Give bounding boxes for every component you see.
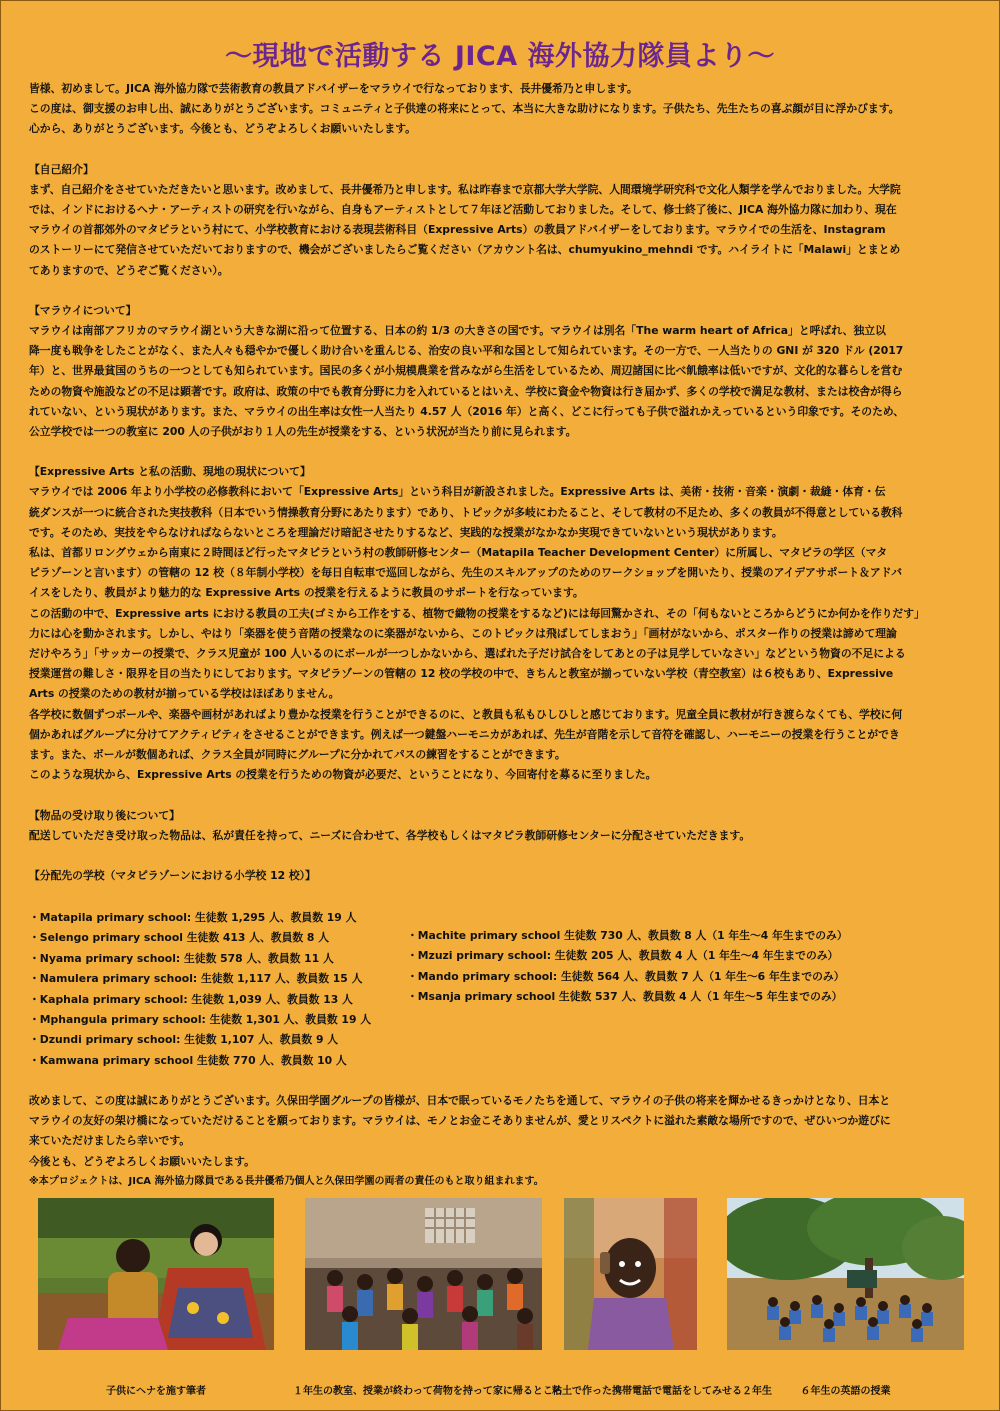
paragraph-line: まず、自己紹介をさせていただきたいと思います。改めまして、長井優希乃と申します。私は昨春まで京都大学大学院、人間環境学研究科で文化人類学を学んでおりました。大学院 bbox=[29, 182, 901, 196]
paragraph-line: 統ダンスが一つに統合された実技教科（日本でいう情操教育分野にあたります）であり、トピックが多岐にわたること、そして教材の不足ため、多くの教員が不得意としている教科 bbox=[29, 505, 903, 519]
section-heading: 【分配先の学校（マタピラゾーンにおける小学校 12 校）】 bbox=[29, 868, 316, 882]
malawi-section bbox=[29, 301, 973, 442]
photo-caption: ６年生の英語の授業 bbox=[800, 1386, 891, 1397]
list-item: ・Mphangula primary school: 生徒数 1,301 人、教員数 19 人 bbox=[29, 1013, 372, 1027]
paragraph-line: 配送していただき受け取った物品は、私が責任を持って、ニーズに合わせて、各学校もしくはマタピラ教師研修センターに分配させていただきます。 bbox=[29, 828, 751, 842]
paragraph-line: のストーリーにて発信させていただいておりますので、機会がございましたらご覧ください（アカウント名は、chumyukino_mehndi です。ハイライトに「Malawi」とまとめ bbox=[29, 243, 901, 257]
paragraph-line: この活動の中で、Expressive arts における教員の工夫(ゴミから工作をする、植物で織物の授業をするなど)には毎回驚かされ、その「何もないところからどうにか何かを作りだす」 bbox=[29, 606, 925, 620]
paragraph-line: 授業運営の難しさ・限界を目の当たりにしております。マタピラゾーンの管轄の 12 校の学校の中で、きちんと教室が揃っていない学校（青空教室）は６校もあり、Expressive bbox=[29, 667, 894, 681]
paragraph-line: ための物資や施設などの不足は顕著です。政府は、政策の中でも教育分野に力を入れているとはいえ、学校に資金や物資は行き届かず、多くの学校で満足な教材、または校舎が得ら bbox=[29, 384, 903, 398]
intro-line: 皆様、初めまして。JICA 海外協力隊で芸術教育の教員アドバイザーをマラウイで行なっております、長井優希乃と申します。 bbox=[29, 82, 638, 95]
paragraph-line: 降一度も戦争をしたことがなく、また人々も穏やかで優しく助け合いを重んじる、治安の良い平和な国として知られています。その一方で、一人当たりの GNI が 320 ドル (2017 bbox=[29, 344, 904, 358]
section-heading: 【マラウイについて】 bbox=[29, 303, 137, 317]
main-content bbox=[29, 79, 973, 886]
list-item: ・Dzundi primary school: 生徒数 1,107 人、教員数 9 人 bbox=[29, 1033, 339, 1047]
paragraph-line: ピラゾーンと言います）の管轄の 12 校（８年制小学校）を毎日自転車で巡回しながら、先生のスキルアップのためのワークショップを開いたり、授業のアイデアサポート＆アドバ bbox=[29, 566, 903, 580]
paragraph-line: 各学校に数個ずつボールや、楽器や画材があればより豊かな授業を行うことができるのに、と教員も私もひしひしと感じております。児童全員に教材が行き渡らなくても、学校に何 bbox=[29, 707, 903, 721]
paragraph-line: 来ていただけましたら幸いです。 bbox=[29, 1134, 191, 1148]
expressive-arts-section bbox=[29, 462, 973, 785]
intro-line: この度は、御支援のお申し出、誠にありがとうございます。コミュニティと子供達の将来にとって、本当に大きな助けになります。子供たち、先生たちの喜ぶ顔が目に浮かびます。 bbox=[29, 102, 900, 116]
paragraph-line: 力には心を動かされます。しかし、やはり「楽器を使う音階の授業なのに楽器がないから、このトピックは飛ばしてしまおう」「画材がないから、ポスター作りの授業は諦めて理論 bbox=[29, 626, 897, 640]
list-item: ・Nyama primary school: 生徒数 578 人、教員数 11 人 bbox=[29, 951, 334, 965]
list-item: ・Mzuzi primary school: 生徒数 205 人、教員数 4 人（1 年生〜4 年生までのみ） bbox=[407, 949, 839, 963]
photo-henna bbox=[38, 1198, 274, 1350]
photo-classroom bbox=[305, 1198, 542, 1350]
section-heading: 【Expressive Arts と私の活動、現地の現状について】 bbox=[29, 465, 311, 479]
paragraph-line: マラウイの首都郊外のマタピラという村にて、小学校教育における表現芸術科目（Expressive Arts）の教員アドバイザーをしております。マラウイでの生活を、Instagram bbox=[29, 223, 886, 237]
paragraph-line: 改めまして、この度は誠にありがとうございます。久保田学園グループの皆様が、日本で眠っているモノたちを通して、マラウイの子供の将来を輝かせるきっかけとなり、日本と bbox=[29, 1094, 891, 1107]
school-list bbox=[29, 908, 973, 1073]
list-item: ・Msanja primary school 生徒数 537 人、教員数 4 人（1 年生〜5 年生までのみ） bbox=[407, 990, 843, 1004]
section-heading: 【物品の受け取り後について】 bbox=[29, 808, 180, 822]
list-item: ・Selengo primary school 生徒数 413 人、教員数 8 人 bbox=[29, 931, 329, 945]
project-note: ※本プロジェクトは、JICA 海外協力隊員である長井優希乃個人と久保田学園の両者の責任のもと取り組まれます。 bbox=[29, 1175, 544, 1187]
intro-section bbox=[29, 79, 973, 140]
paragraph-line: マラウイの友好の架け橋になっていただけることを願っております。マラウイは、モノとお金こそありませんが、愛とリスペクトに溢れた素敵な場所ですので、ぜひいつか遊びに bbox=[29, 1114, 891, 1128]
after-receipt-section bbox=[29, 806, 973, 846]
section-heading: 【自己紹介】 bbox=[29, 162, 94, 176]
paragraph-line: Arts の授業のための教材が揃っている学校はほぼありません。 bbox=[29, 687, 340, 701]
paragraph-line: れていない、という現状があります。また、マラウイの出生率は女性一人当たり 4.57 人（2016 年）と高く、どこに行っても子供で溢れかえっているという印象です。そのため、 bbox=[29, 404, 905, 418]
list-item: ・Kaphala primary school: 生徒数 1,039 人、教員数 13 人 bbox=[29, 992, 353, 1006]
list-item: ・Namulera primary school: 生徒数 1,117 人、教員数 15 人 bbox=[29, 972, 363, 986]
paragraph-line: 個かあればグループに分けてアクティビティをさせることができます。例えば一つ鍵盤ハーモニカがあれば、先生が音階を示して音符を確認し、ハーモニーの授業を行うことができ bbox=[29, 727, 900, 741]
paragraph-line: だけやろう」「サッカーの授業で、クラス児童が 100 人いるのにボールが一つしかないから、選ばれた子だけ試合をしてあとの子は見学していなさい」などという物資の不足による bbox=[29, 647, 906, 661]
paragraph-line: 今後とも、どうぞよろしくお願いいたします。 bbox=[29, 1154, 255, 1168]
paragraph-line: マラウイでは 2006 年より小学校の必修教科において「Expressive Arts」という科目が新設されました。Expressive Arts は、美術・技術・音楽・演劇・裁縫・体育・伝 bbox=[29, 485, 886, 499]
photo-english-class bbox=[727, 1198, 964, 1350]
paragraph-line: では、インドにおけるヘナ・アーティストの研究を行いながら、自身もアーティストとして７年ほど活動しておりました。そして、修士終了後に、JICA 海外協力隊に加わり、現在 bbox=[29, 203, 897, 217]
paragraph-line: てありますので、どうぞご覧ください）。 bbox=[29, 263, 229, 277]
photo-caption: 粘土で作った携帯電話で電話をしてみせる２年生 bbox=[552, 1386, 772, 1397]
photo-clay-phone bbox=[564, 1198, 697, 1350]
list-item: ・Machite primary school 生徒数 730 人、教員数 8 人（1 年生〜4 年生までのみ） bbox=[407, 929, 848, 942]
photo-caption: １年生の教室、授業が終わって荷物を持って家に帰るところ bbox=[293, 1386, 563, 1397]
school-list-left bbox=[29, 908, 409, 1071]
page-title: 〜現地で活動する JICA 海外協力隊員より〜 bbox=[224, 41, 776, 72]
paragraph-line: このような現状から、Expressive Arts の授業を行うための物資が必要だ、ということになり、今回寄付を募るに至りました。 bbox=[29, 768, 657, 782]
paragraph-line: イスをしたり、教員がより魅力的な Expressive Arts の授業を行えるように教員のサポートを行なっています。 bbox=[29, 586, 584, 600]
list-item: ・Matapila primary school: 生徒数 1,295 人、教員数 19 人 bbox=[29, 911, 357, 924]
self-intro-section bbox=[29, 160, 973, 281]
paragraph-line: です。そのため、実技をやらなければならないところを理論だけ暗記させたりするなど、実践的な授業がなかなか実現できていないという現状があります。 bbox=[29, 525, 783, 539]
paragraph-line: マラウイは南部アフリカのマラウイ湖という大きな湖に沿って位置する、日本の約 1/3 の大きさの国です。マラウイは別名「The warm heart of Africa」と呼ばれ、独立以 bbox=[29, 324, 886, 338]
paragraph-line: 私は、首都リロングウェから南東に２時間ほど行ったマタピラという村の教師研修センター（Matapila Teacher Development Center）に所属し、マタピラの学区（マタ bbox=[29, 546, 888, 560]
paragraph-line: 年）と、世界最貧国のうちの一つとしても知られています。国民の多くが小規模農業を営みながら生活をしているため、周辺諸国に比べ飢餓率は低いですが、文化的な暮らしを営む bbox=[29, 364, 903, 378]
paragraph-line: 公立学校では一つの教室に 200 人の子供がおり１人の先生が授業をする、という状況が当たり前に見られます。 bbox=[29, 425, 577, 439]
list-item: ・Kamwana primary school 生徒数 770 人、教員数 10 人 bbox=[29, 1053, 347, 1067]
closing-section bbox=[29, 1091, 973, 1192]
school-list-right bbox=[407, 926, 967, 1008]
paragraph-line: ます。また、ボールが数個あれば、クラス全員が同時にグループに分かれてパスの練習をすることができます。 bbox=[29, 748, 566, 762]
photo-caption: 子供にヘナを施す筆者 bbox=[106, 1386, 206, 1397]
intro-line: 心から、ありがとうございます。今後とも、どうぞよろしくお願いいたします。 bbox=[29, 122, 416, 136]
list-item: ・Mando primary school: 生徒数 564 人、教員数 7 人（1 年生〜6 年生までのみ） bbox=[407, 969, 845, 983]
